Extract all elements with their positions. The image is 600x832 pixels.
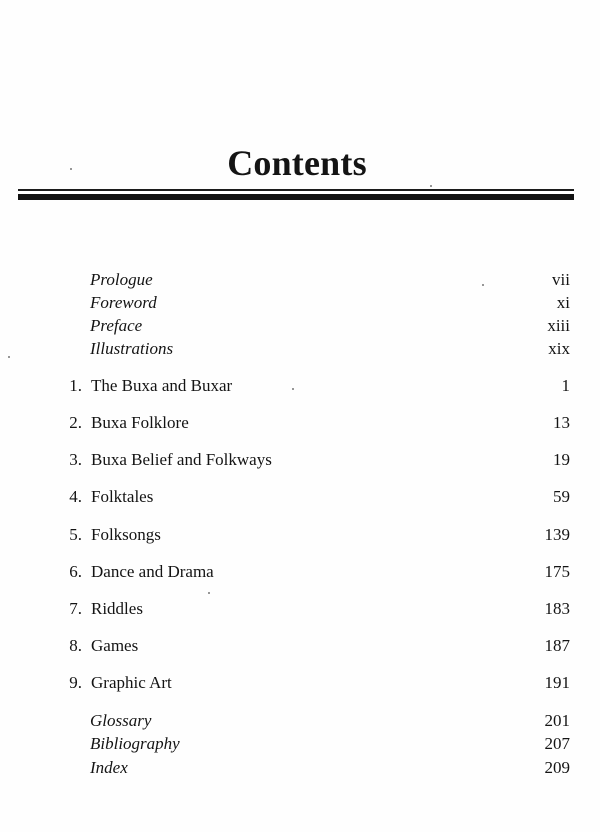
scan-speck (70, 168, 72, 170)
title-rule-thick (18, 194, 574, 200)
scan-speck (8, 356, 10, 358)
title-rule-thin (18, 189, 574, 191)
toc-chapter-label: Riddles (91, 599, 143, 618)
toc-chapter-4 (0, 485, 600, 509)
scan-speck (208, 592, 210, 594)
toc-chapter-number: 6. (69, 562, 82, 581)
toc-entry-label: Preface (90, 316, 143, 335)
toc-entry-page: 207 (544, 734, 570, 753)
toc-entry-illustrations (0, 337, 600, 361)
toc-chapter-5 (0, 523, 600, 547)
toc-entry-label: Index (90, 758, 128, 777)
toc-chapter-page: 187 (544, 636, 570, 655)
toc-chapter-page: 183 (544, 599, 570, 618)
toc-chapter-7 (0, 597, 600, 621)
toc-chapter-label: Dance and Drama (91, 562, 214, 581)
scan-speck (430, 185, 432, 187)
toc-chapter-label: Buxa Folklore (91, 413, 189, 432)
toc-chapter-page: 59 (553, 487, 570, 506)
toc-entry-label: Glossary (90, 711, 152, 730)
toc-entry-page: 209 (544, 758, 570, 777)
toc-entry-page: xix (548, 339, 570, 358)
toc-chapter-2 (0, 411, 600, 435)
toc-entry-label: Illustrations (90, 339, 174, 358)
toc-chapter-page: 175 (544, 562, 570, 581)
toc-chapter-number: 9. (69, 673, 82, 692)
toc-entry-bibliography (0, 732, 600, 756)
toc-entry-page: xi (556, 293, 570, 312)
toc-chapter-page: 139 (544, 525, 570, 544)
toc-entry-page: 201 (544, 711, 570, 730)
toc-chapter-label: The Buxa and Buxar (91, 376, 233, 395)
toc-chapter-3 (0, 448, 600, 472)
toc-chapter-label: Folksongs (91, 525, 161, 544)
toc-entry-page: xiii (547, 316, 570, 335)
toc-chapter-8 (0, 634, 600, 658)
toc-entry-label: Bibliography (90, 734, 180, 753)
page-title: Contents (227, 143, 367, 183)
toc-chapter-label: Buxa Belief and Folkways (91, 450, 272, 469)
toc-entry-prologue (0, 268, 600, 292)
scan-speck (292, 388, 294, 390)
toc-entry-preface (0, 314, 600, 338)
toc-chapter-number: 2. (69, 413, 82, 432)
toc-chapter-number: 3. (69, 450, 82, 469)
scan-speck (482, 284, 484, 286)
toc-chapter-number: 8. (69, 636, 82, 655)
toc-entry-glossary (0, 709, 600, 733)
toc-chapter-page: 1 (561, 376, 570, 395)
toc-chapter-page: 19 (553, 450, 570, 469)
toc-chapter-page: 13 (553, 413, 570, 432)
toc-entry-label: Prologue (90, 270, 153, 289)
toc-entry-label: Foreword (90, 293, 157, 312)
toc-chapter-9 (0, 671, 600, 695)
toc-chapter-label: Folktales (91, 487, 154, 506)
toc-chapter-1 (0, 374, 600, 398)
toc-chapter-6 (0, 560, 600, 584)
toc-chapter-label: Graphic Art (91, 673, 172, 692)
toc-entry-foreword (0, 291, 600, 315)
toc-chapter-page: 191 (544, 673, 570, 692)
toc-chapter-number: 5. (69, 525, 82, 544)
toc-chapter-number: 4. (69, 487, 82, 506)
toc-entry-page: vii (552, 270, 570, 289)
toc-chapter-number: 7. (69, 599, 82, 618)
toc-chapter-number: 1. (69, 376, 82, 395)
toc-entry-index (0, 756, 600, 780)
toc-chapter-label: Games (91, 636, 139, 655)
